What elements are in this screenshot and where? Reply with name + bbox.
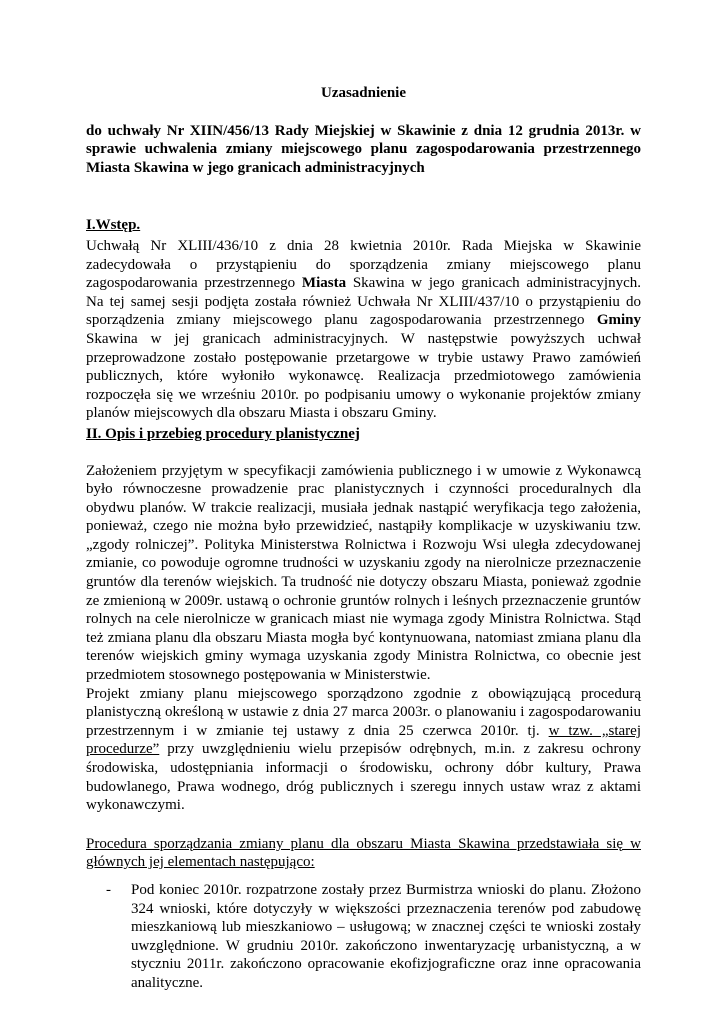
intro-paragraph	[86, 237, 641, 423]
intro-bold-gminy: Gminy	[596, 312, 641, 329]
procedure-list	[86, 881, 641, 993]
list-item-text: Pod koniec 2010r. rozpatrzone zostały przez Burmistrza wnioski do planu. Złożono 324 wnioski, które dotyczyły w większości przeznaczenia terenów pod zabudowę mieszkaniową lub mieszkaniowo – usługową; w znacznej części te wnioski zostały uwzględnione. W grudniu 2010r. zakończono inwentaryzację urbanistyczną, a w styczniu 2011r. zakończono opracowanie ekofizjograficzne oraz inne opracowania analityczne.	[131, 881, 641, 991]
list-dash-marker: -	[106, 881, 111, 898]
intro-text-part-3: Skawina w jej granicach administracyjnych. W następstwie powyższych uchwał przeprowadzone zostało postępowanie przetargowe w trybie ustawy Prawo zamówień publicznych, które wyłoniło wykonawcę. Realizacja przedmiotowego zamówienia rozpoczęła się we wrześniu 2010r. po podpisaniu umowy o wykonanie projektów zmiany planów miejscowych dla obszaru Miasta i obszaru Gminy.	[86, 330, 641, 422]
procedure-paragraph-2	[86, 685, 641, 815]
intro-text-part-1: Uchwałą Nr XLIII/436/10 z dnia 28 kwietnia 2010r. Rada Miejska w Skawinie zadecydowała o przystąpieniu do sporządzenia zmiany miejscowego planu zagospodarowania przestrzennego	[86, 237, 641, 292]
intro-bold-miasta: Miasta	[301, 275, 347, 292]
document-subtitle: do uchwały Nr XIIN/456/13 Rady Miejskiej w Skawinie z dnia 12 grudnia 2013r. w sprawie uchwalenia zmiany miejscowego planu zagospodarowania przestrzennego Miasta Skawina w jego granicach administracyjnych	[86, 122, 641, 176]
procedure-list-intro: Procedura sporządzania zmiany planu dla obszaru Miasta Skawina przedstawiała się w głównych jej elementach następująco:	[86, 835, 641, 871]
document-title: Uzasadnienie	[320, 85, 406, 101]
procedure-underlined-phrase: w tzw. „starej procedurze”	[86, 722, 641, 758]
document-page	[86, 84, 641, 993]
list-item	[86, 881, 641, 993]
intro-text-part-2: Skawina w jego granicach administracyjnych. Na tej samej sesji podjęta została również Uchwała Nr XLIII/437/10 o przystąpieniu do sporządzenia zmiany miejscowego planu zagospodarowania przestrzennego	[86, 275, 641, 329]
section-heading-intro: I.Wstęp.	[86, 217, 141, 234]
section-heading-procedure: II. Opis i przebieg procedury planistycznej	[86, 425, 360, 442]
procedure-paragraph-1: Założeniem przyjętym w specyfikacji zamówienia publicznego i w umowie z Wykonawcą było równoczesne prowadzenie prac planistycznych i czynności proceduralnych dla obydwu planów. W trakcie realizacji, musiała jednak nastąpić weryfikacja tego założenia, ponieważ, czego nie można było przewidzieć, nastąpiły komplikacje w uzyskiwaniu tzw. „zgody rolniczej”. Polityka Ministerstwa Rolnictwa i Rozwoju Wsi uległa zdecydowanej zmianie, co powoduje ogromne trudności w uzyskaniu zgody na nierolnicze przeznaczenie gruntów dla terenów wiejskich. Ta trudność nie dotyczy obszaru Miasta, ponieważ zgodnie ze zmienioną w 2009r. ustawą o ochronie gruntów rolnych i leśnych przeznaczenie gruntów rolnych na cele nierolnicze w granicach miast nie wymaga zgody Ministra Rolnictwa. Stąd też zmiana planu dla obszaru Miasta mogła być kontynuowana, natomiast zmiana planu dla terenów wiejskich gminy wymaga uzyskania zgody Ministra Rolnictwa, co obecnie jest przedmiotem stosownego postępowania w Ministerstwie.	[86, 462, 641, 684]
procedure-text-part-2: przy uwzględnieniu wielu przepisów odrębnych, m.in. z zakresu ochrony środowiska, udostępniania informacji o środowisku, ochrony dóbr kultury, Prawa budowlanego, Prawa wodnego, dróg publicznych i szeregu innych ustaw wraz z aktami wykonawczymi.	[86, 741, 641, 814]
procedure-text-part-1: Projekt zmiany planu miejscowego sporządzono zgodnie z obowiązującą procedurą planistyczną określoną w ustawie z dnia 27 marca 2003r. o planowaniu i zagospodarowaniu przestrzennym i w zmianie tej ustawy z dnia 25 czerwca 2010r. tj.	[86, 685, 641, 739]
